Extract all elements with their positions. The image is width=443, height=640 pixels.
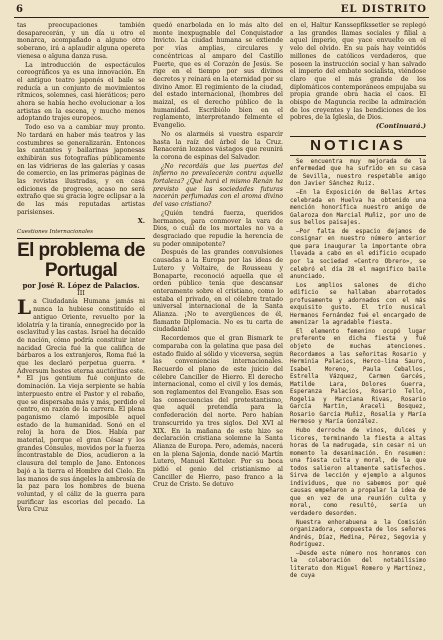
paragraph: Recordemos que el gran Bismark te comparaba con la gelatina que pasa del estado fluido al sólido y viceversa, según las conveniencias internacionales. Recuerdo el plano de este juicio del célebre Canciller de Hierro. El derecho internacional, como el civil y los demás, son reglamentos del Evangelio. Esas son las consecuencias del protestantismo, que aquél pretendía para la confederación del norte. Pero habían transcurrido ya tres siglos. Del XVI al XIX. En la mañana de este hizo se declaración cristiana solemne la Santa Alianza de Europa. Pero, además, nacerá en la plena Sajonia, donde nació Martín Lutero, Manuel Ketteler. Por su boca pidió el genio del cristianismo al Canciller de Hierro, paso franco a la Cruz de Cristo. Se detuvo [153,335,283,489]
paragraph: La introducción de espectáculos coreográficos ya es una innovación. En el antiguo teatro japonés el baile se reducía a un conjunto de movimientos rítmicos, solemnes, casi hieráticos; pero ahora se había hecho evolucionar a los artistas en la escena, y mucho menos adoptando trajes europeos. [17,61,145,123]
news-item: —En la Exposición de Bellas Artes celebrada en Huelva ha obtenido una mención honorífica nuestro amigo de Galaroza don Marcial Muñiz, por uno de sus bellos paisajes. [290,190,426,227]
news-item: El elemento femenino ocupó lugar preferente en dicha fiesta y fué objeto de muchas atenciones. Recordamos a las señoritas Rosario y Herminia Palacios, Herco-lina Sauro, Isabel Moreno, Paula Ceballos, Estrella Vázquez, Carmen Garcés, Matilde Lara, Dolores Guerra, Esperanza Palacios, Rosario Tello, Rogelia y Marciana Rivas, Rosario García Martín, Araceli Bosquez, Rosario García Muñiz, Rosalía y María Hermoso y María González. [290,328,426,426]
paragraph: ¿Quién tendrá fuerza, queridos hermanos, para conmover la vara de Dios, o cuál de los mortales no va a desgraciado que repudie la herencia de su poder omnipotente? [153,209,283,248]
page-number: 6 [16,4,23,15]
noticias-section [290,159,426,581]
continued-mark: (Continuará.) [375,122,426,131]
drop-cap: L [17,295,32,320]
paragraph: Después de las grandes convulsiones causadas a la Europa por las ideas de Lutero y Voltaire, de Rousseau y Bonaparte, reconoció aquella que el orden público tenía que descansar enteramente sobre el cristiano, como lo estaba el privado, en el célebre tratado universal internacional de la Santa Alianza. ¡No te avergüences de él, flamante Diplomacia. No es tu carta de ciudadanía! [153,249,283,334]
paragraph: No os alarméis si vuestra esparcir hasta la raíz del árbol de la Cruz. Renacerán lozanos vástagos que reunirá la corona de espinas del Salvador. [153,130,283,161]
paragraph: quedó enarbolada en lo más alto del monte inexpugnable del Conquistador Invicto. La ciudad humana se extiende por vías amplias, circulares y concéntricas al amparo del Castillo Fuerte, que es el Corazón de Jesús. Se rige en el tiempo por sus divinos decretos y reinará en la eternidad por su divino Amor. El regimiento de la ciudad, del estado internacional, (hombres del maizal, es el derecho público de la humanidad. Escribiólo bien en el reglamento, interpretando felmente el Evangelio. [153,22,283,130]
article-title: El problema de Portugal [17,239,145,281]
noticias-heading-box [290,136,426,156]
news-item: Los amplios salones de dicho edificio se hallaban abarrotados profusamente y adornados con el más exquisito gusto. El trío musical Hermanos Fernández fué el encargado de amenizar la agradable fiesta. [290,282,426,327]
news-item: —Desde este número nos honramos con la colaboración del notabilísimo literato don Miguel Romero y Martínez, de cuya [290,550,426,580]
column-2 [153,22,283,490]
news-item: —Por falta de espacio dejamos de consignar en nuestro número anterior que para inaugurar la importante obra llevada a cabo en el edificio ocupado por la sociedad «Centro Obrero», se celebró el día 28 el magnífico baile anunciado. [290,228,426,281]
column-3 [290,22,426,582]
header-rule [14,17,429,18]
paragraph: Todo eso va a cambiar muy pronto. No tardará en haber más teatros y las costumbres se generalizarán. Entonces las cantantes y bailarinas japonesas exhibirán sus fotografías públicamente en las vidrieras de las galerías y casas de comercio, en las primeras páginas de las revistas ilustradas, y en casa ediciones de progreso, acaso no será extraño que su gracia logre eclipsar a la de las más reputadas artistas parisienses. [17,124,145,216]
article-text: a Ciudadanía Humana jamás ni nunca la hubiese constituído el antiguo Oriente, revuelto por la idolatría y la tiranía, ennegrecido por la esclavitud y las castas. Israel ha decaído de nación, cómo podría constituir inter nacidad Grecia fué la que califica de bárbaros a los extranjeros, Roma fué la que les declaró perpetua guerra. * Adversum hostes eterna auctóritas este. * El jus gentium fué conjunto de dominación. La vieja serpiente se había interpuesto entre el Pastor y el rebaño, que se dispersaba más y más, perdido el centro, en razón de la carrera. El plena paganismo clamó imposible aquel estado de la humanidad. Sonó en el reloj la hora de Dios. Había par material, porque el gran César y los grandes Cónsules, movidos por la fuerza incontrastable de Dios, acudieron a la clausura del templo de Jano. Entonces bajó a la tierra el Hombre del Cielo. En las manos de sus ángeles la ambrosía de la paz para los hombres de buena voluntad, y el cáliz de la guerra para purificar las escorias del pecado. La Vera Cruz [17,298,145,514]
section-kicker: Cuestiones Internacionales [17,229,145,239]
chapter-number: III [77,288,85,297]
publication-name: EL DISTRITO [340,4,427,15]
news-item: Se encuentra muy mejorada de la enfermedad que ha sufrido en su casa de Sevilla, nuestro respetable amigo don Javier Sánchez Ruiz. [290,158,426,188]
news-item: Hubo derroche de vinos, dulces y licores, terminando la fiesta a altas horas de la madrugada, sin cesar ni un momento la desanimación. En resumen: una fiesta culta y moral, de la que todos salieron altamente satisfechos. Sirva de lección y ejemplo a algunos individuos, que no sabemos por qué causas empeñaron a propalar la idea de que en vez de una reunión culta y moral, como resultó, sería un verdadero desorden. [290,427,426,517]
news-item: Nuestra enhorabuena a la Comisión organizadora, compuesta de los señores Andrés, Díaz, Medina, Pérez, Segovia y Rodríguez. [290,519,426,549]
article-byline: por José R. López de Palacios. [22,280,140,290]
article-paragraph [17,295,145,514]
article-end-mark: X. [137,216,145,225]
page-header [14,4,429,18]
paragraph: en el, Haltur Kanssepfikssetler se replegó a las grandes llamas sociales y filial a aquel imperio, que yace envuelto en el velo del olvido. En su país hay veintidós millones de católicos verdaderos, que poseen la instrucción social y han salvado el imperio del embate socialista, viéndose claro que el más grande de los diplomáticos contemporáneos empujaba su propia grande obra hacia el caos. El obispo de Maguncia recibe la admiración de los creyentes y las bendiciones de los pobres, de la Iglesia, de Dios. [290,22,426,122]
paragraph: ¿No recordáis que las puertas del infierno no prevalecerán contra aquella fortaleza? ¿Qué hará el mismo Renán ha previsto que las sociedades futuras nacerán perfumadas con el aroma divino del vaso cristiano? [153,162,283,209]
noticias-title: NOTICIAS [310,136,406,154]
column-1 [17,22,145,515]
paragraph: tas preocupaciones también desaparecerán, y un día u otro el monarca, acompañado a alguno otro soberano, irá a aplaudir alguna opereta vienesa o alguna danza rusa. [17,22,145,60]
